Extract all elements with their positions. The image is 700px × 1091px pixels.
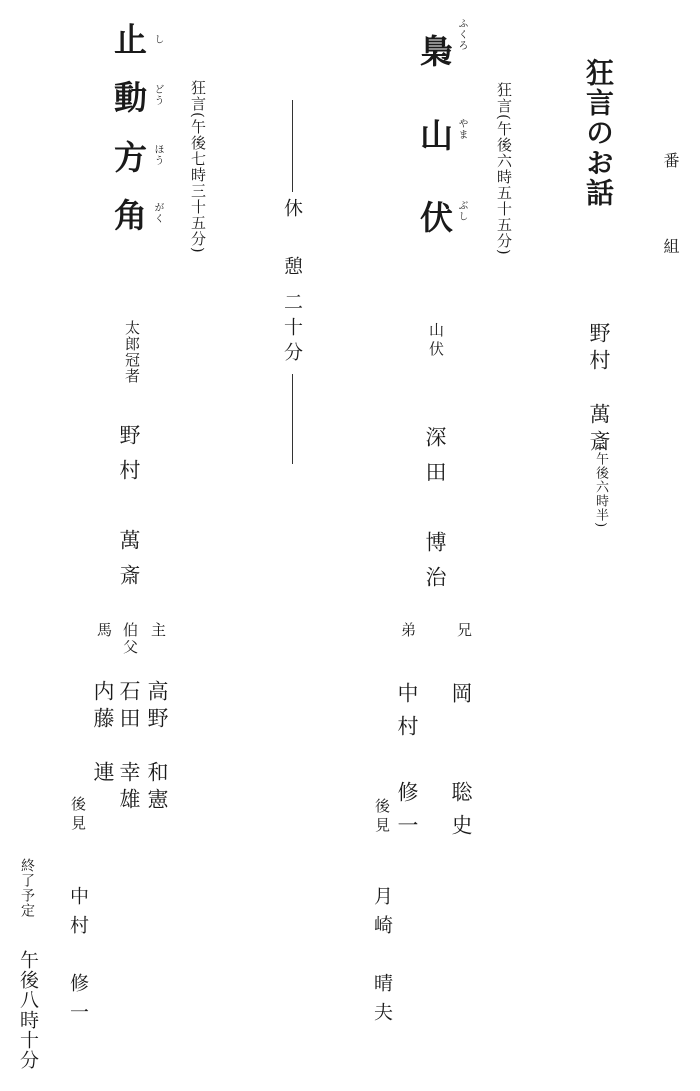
play2-title-char-1: 止 [109, 22, 148, 55]
play2-shu-actor: 高野 和憲 [145, 680, 169, 815]
play1-title-char-1: 梟 [415, 34, 454, 67]
program-label-ban: 番 [661, 152, 680, 171]
play2-koken-name: 中村 修一 [67, 886, 89, 1031]
intermission-line-bottom [292, 374, 293, 464]
play1-ruby-3: ぶし [456, 200, 467, 222]
end-label: 終了予定 [19, 858, 35, 918]
program-label-gumi: 組 [661, 238, 680, 257]
play2-ruby-1: し [152, 34, 163, 45]
play2-role-shu: 主 [149, 622, 167, 641]
play2-title-char-4: 角 [109, 198, 148, 231]
play2-role-taro: 太郎冠者 [123, 320, 141, 384]
play1-category: 狂言(午後六時五十五分) [495, 82, 513, 256]
intermission-line-top [292, 100, 293, 192]
play2-ruby-3: ほう [152, 144, 163, 166]
play2-uma-actor: 内藤 連 [91, 680, 115, 788]
talk-performer: 野村 萬斎 [587, 322, 611, 457]
play2-title-char-2: 動 [109, 80, 148, 113]
play1-title-char-2: 山 [415, 118, 454, 151]
play2-taro-actor: 野村 萬斎 [117, 424, 141, 599]
play2-ruby-2: どう [152, 84, 163, 106]
talk-time: (午後六時半) [593, 446, 608, 529]
play1-ruby-1: ふくろ [456, 18, 467, 51]
play1-title-char-3: 伏 [415, 200, 454, 233]
intermission-label: 休 憩 [281, 198, 303, 285]
play1-otouto-actor: 中村 修一 [395, 682, 419, 847]
play2-role-oji: 伯父 [121, 622, 139, 656]
play1-role-ani: 兄 [455, 622, 473, 641]
play1-yamabushi-actor: 深田 博治 [423, 426, 447, 601]
play1-role-otouto: 弟 [399, 622, 417, 641]
play2-koken-label: 後見 [69, 796, 87, 834]
play2-ruby-4: がく [152, 202, 163, 224]
play1-koken-label: 後見 [373, 798, 391, 836]
intermission-duration: 二十分 [281, 292, 303, 367]
end-time: 午後八時十分 [17, 950, 39, 1070]
play2-oji-actor: 石田 幸雄 [117, 680, 141, 815]
play1-ruby-2: やま [456, 118, 467, 140]
play2-role-uma: 馬 [95, 622, 113, 641]
play1-role-yamabushi: 山伏 [427, 322, 445, 360]
play1-ani-actor: 岡 聡史 [449, 682, 473, 847]
play2-title-char-3: 方 [109, 140, 148, 173]
play2-category: 狂言(午後七時三十五分) [189, 80, 207, 254]
play1-koken-name: 月崎 晴夫 [371, 886, 393, 1031]
talk-title: 狂言のお話 [582, 58, 615, 208]
